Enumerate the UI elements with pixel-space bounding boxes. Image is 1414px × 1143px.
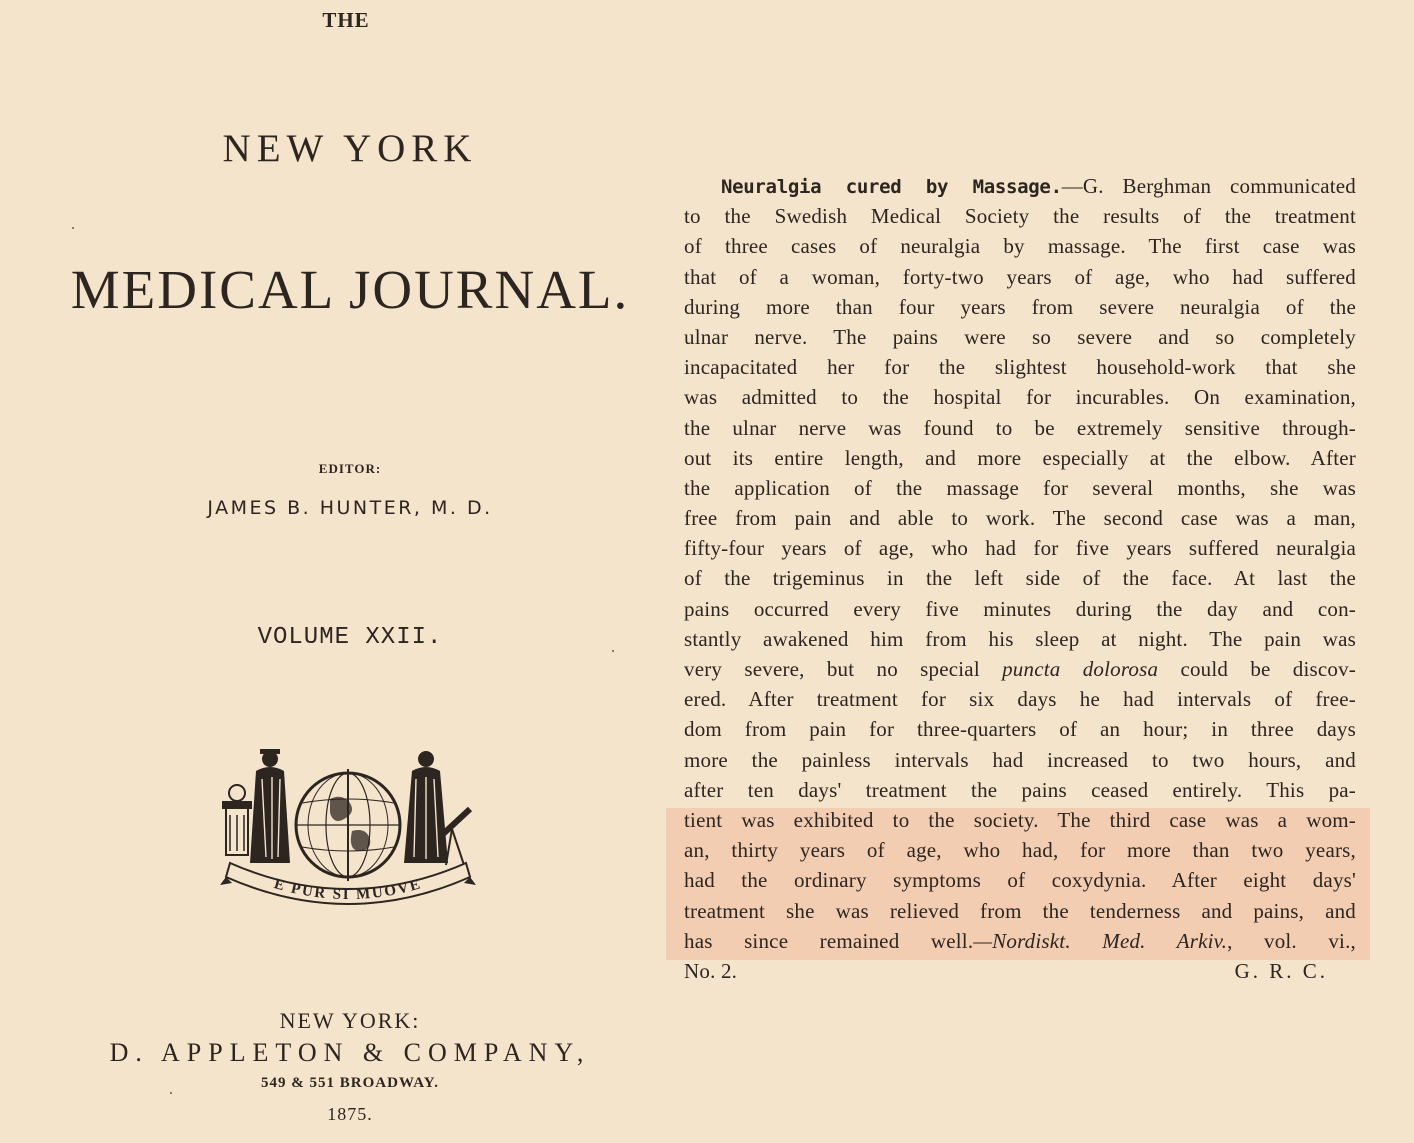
- title-city: NEW YORK: [222, 127, 478, 170]
- article-line: stantly awakened him from his sleep at night. The pain was: [684, 626, 1356, 651]
- article-line: that of a woman, forty-two years of age, who had suffered: [684, 264, 1356, 289]
- publisher-emblem-icon: [220, 745, 476, 917]
- article-line: the ulnar nerve was found to be extremely sensitive through-: [684, 415, 1356, 440]
- article-line: treatment she was relieved from the tenderness and pains, and: [684, 898, 1356, 923]
- article-line: [684, 956, 1356, 986]
- article-line: the application of the massage for several months, she was: [684, 475, 1356, 500]
- article-line: of the trigeminus in the left side of the face. At last the: [684, 566, 1356, 591]
- paper-speck: [72, 227, 74, 229]
- title-article: THE: [322, 8, 370, 32]
- article-line: to the Swedish Medical Society the results of the treatment: [684, 204, 1356, 229]
- article-line: after ten days' treatment the pains ceased entirely. This pa-: [684, 777, 1356, 802]
- article-headline: Neuralgia cured by Massage.: [721, 176, 1062, 198]
- article-line: out its entire length, and more especially at the elbow. After: [684, 445, 1356, 470]
- publisher-name: D. APPLETON & COMPANY,: [109, 1038, 591, 1067]
- publisher-city: NEW YORK:: [279, 1008, 421, 1033]
- citation-source: —Nordiskt. Med. Arkiv.: [973, 928, 1228, 953]
- article-line: tient was exhibited to the society. The third case was a wom-: [684, 807, 1356, 832]
- article-line: ulnar nerve. The pains were so severe and so completely: [684, 324, 1356, 349]
- paper-speck: [170, 1092, 172, 1094]
- article-line: incapacitated her for the slightest household-work that she: [684, 355, 1356, 380]
- article-line: free from pain and able to work. The second case was a man,: [684, 506, 1356, 531]
- publisher-address: 549 & 551 BROADWAY.: [261, 1075, 439, 1091]
- article-line: has since remained well.—Nordiskt. Med. Arkiv., vol. vi.,: [684, 928, 1356, 953]
- volume-number: VOLUME XXII.: [257, 624, 443, 651]
- author-initials: G. R. C.: [1234, 958, 1328, 983]
- article-line: fifty-four years of age, who had for five years suffered neuralgia: [684, 536, 1356, 561]
- journal-title: MEDICAL JOURNAL.: [70, 259, 630, 320]
- article-column: [684, 171, 1356, 986]
- article-line: Neuralgia cured by Massage.—G. Berghman communicated: [721, 174, 1356, 198]
- editor-name: JAMES B. HUNTER, M. D.: [207, 497, 493, 519]
- article-line: ered. After treatment for six days he had intervals of free-: [684, 687, 1356, 712]
- article-line: an, thirty years of age, who had, for more than two years,: [684, 838, 1356, 863]
- article-line: very severe, but no special puncta dolorosa could be discov-: [684, 657, 1357, 681]
- editor-label: EDITOR:: [318, 461, 382, 476]
- citation-number: No. 2.: [684, 958, 738, 983]
- article-line: more the painless intervals had increased to two hours, and: [684, 747, 1356, 772]
- paper-speck: [612, 650, 614, 652]
- latin-term: puncta dolorosa: [1002, 657, 1159, 681]
- article-line: had the ordinary symptoms of coxydynia. After eight days': [684, 868, 1356, 893]
- article-line: dom from pain for three-quarters of an hour; in three days: [684, 717, 1356, 742]
- emblem-motto: E PUR SI MUOVE: [272, 876, 424, 904]
- article-line: of three cases of neuralgia by massage. The first case was: [684, 234, 1356, 259]
- article-line: during more than four years from severe neuralgia of the: [684, 294, 1356, 319]
- article-line: pains occurred every five minutes during the day and con-: [684, 596, 1356, 621]
- article-line: was admitted to the hospital for incurables. On examination,: [684, 385, 1356, 410]
- title-page: [0, 0, 700, 1143]
- publication-year: 1875.: [327, 1104, 373, 1124]
